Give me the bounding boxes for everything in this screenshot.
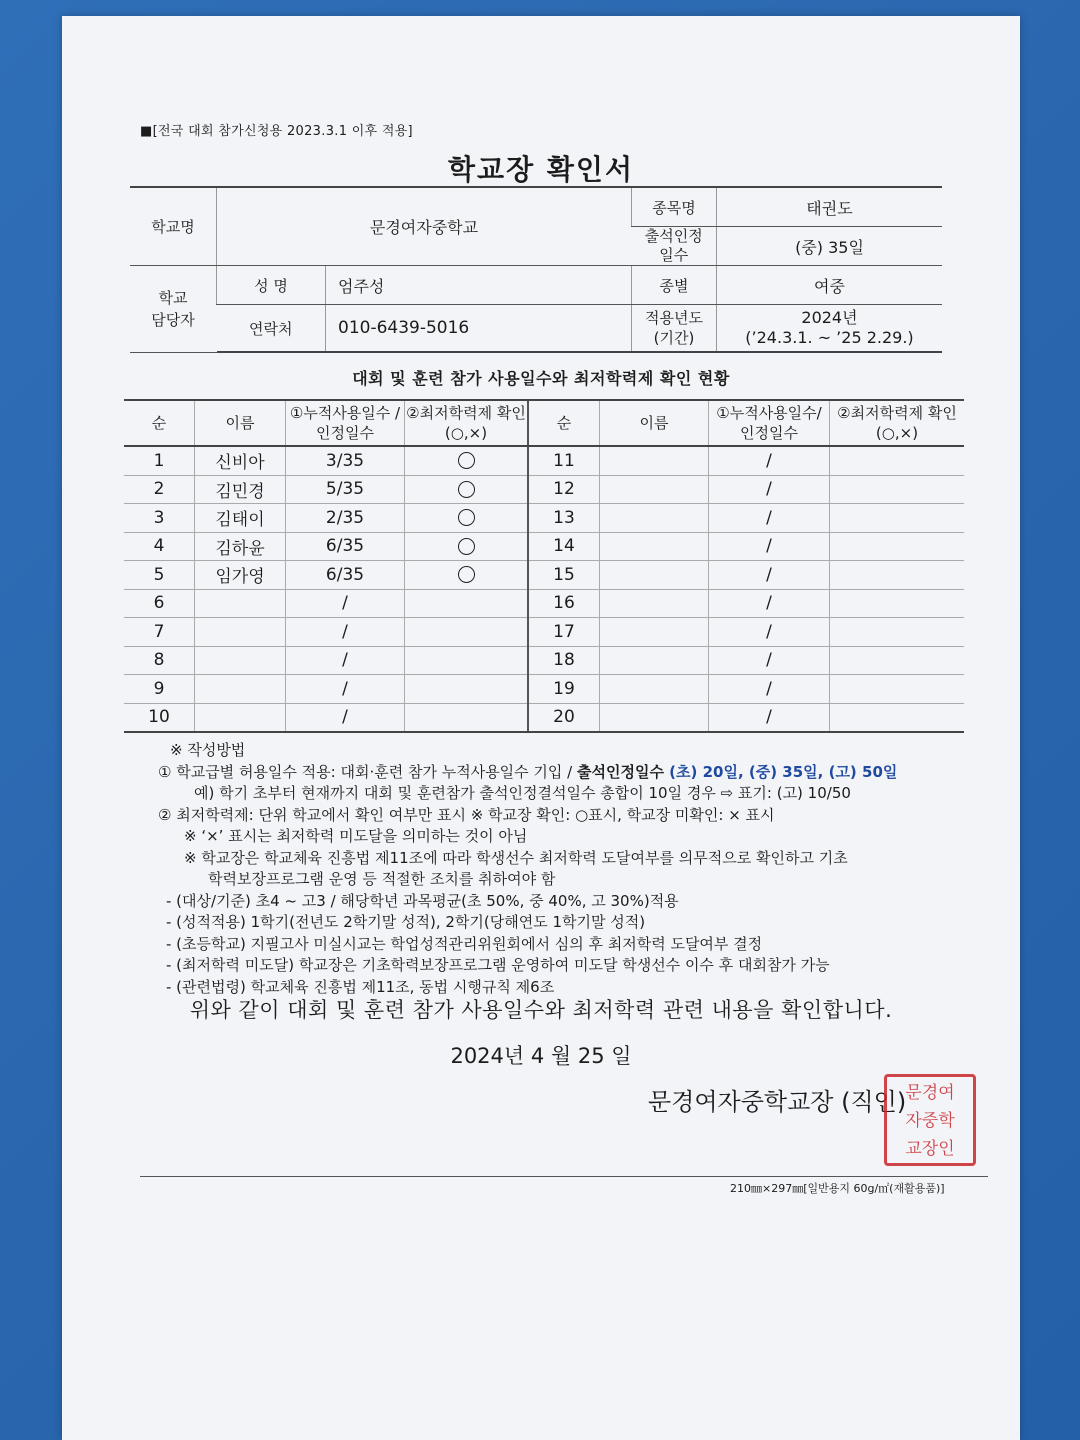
note-1-example: 예) 학기 초부터 현재까지 대회 및 훈련참가 출석인정결석일수 총합이 10일 경우 ⇨ 표기: (고) 10/50 bbox=[194, 784, 851, 802]
row-name-2 bbox=[600, 475, 709, 504]
row-no: 9 bbox=[124, 675, 195, 704]
row-check-2 bbox=[830, 561, 965, 590]
notes-heading: ※ 작성방법 bbox=[170, 741, 246, 759]
table-row bbox=[124, 618, 964, 647]
principal-signature: 문경여자중학교장 (직인) bbox=[648, 1088, 907, 1116]
row-days-2: / bbox=[709, 475, 830, 504]
roster-table bbox=[124, 399, 964, 733]
note-1 bbox=[114, 762, 994, 784]
form-tag: ■[전국 대회 참가신청용 2023.3.1 이후 적용] bbox=[140, 124, 413, 139]
row-no: 6 bbox=[124, 589, 195, 618]
row-check-2 bbox=[830, 618, 965, 647]
row-no-2: 18 bbox=[528, 646, 600, 675]
col-days-2: ①누적사용일수/ 인정일수 bbox=[709, 400, 830, 446]
row-no-2: 17 bbox=[528, 618, 600, 647]
row-name-2 bbox=[600, 589, 709, 618]
row-check-2 bbox=[830, 532, 965, 561]
row-days: / bbox=[286, 703, 405, 732]
row-no: 5 bbox=[124, 561, 195, 590]
sport-label: 종목명 bbox=[631, 187, 716, 227]
info-table bbox=[130, 186, 942, 353]
note-1-bold: 출석인정일수 bbox=[577, 762, 664, 781]
row-check-2 bbox=[830, 504, 965, 533]
row-check bbox=[405, 532, 529, 561]
confirmed-circle-icon bbox=[458, 452, 475, 469]
attendance-label: 출석인정 일수 bbox=[631, 227, 716, 266]
row-days: 5/35 bbox=[286, 475, 405, 504]
document-title: 학교장 확인서 bbox=[447, 153, 635, 186]
year-label: 적용년도 (기간) bbox=[631, 305, 716, 353]
table-row bbox=[124, 589, 964, 618]
row-no-2: 14 bbox=[528, 532, 600, 561]
col-days: ①누적사용일수 /인정일수 bbox=[286, 400, 405, 446]
table-row bbox=[124, 532, 964, 561]
table-row bbox=[124, 504, 964, 533]
row-name: 김민경 bbox=[195, 475, 286, 504]
confirmed-circle-icon bbox=[458, 566, 475, 583]
row-days-2: / bbox=[709, 446, 830, 475]
col-no: 순 bbox=[124, 400, 195, 446]
detail-3: - (초등학교) 지필고사 미실시교는 학업성적관리위원회에서 심의 후 최저학력 도달여부 결정 bbox=[166, 934, 763, 953]
detail-5: - (관련법령) 학교체육 진흥법 제11조, 동법 시행규칙 제6조 bbox=[166, 977, 555, 996]
confirm-statement: 위와 같이 대회 및 훈련 참가 사용일수와 최저학력 관련 내용을 확인합니다. bbox=[189, 998, 893, 1022]
manager-label: 학교 담당자 bbox=[130, 266, 217, 353]
row-days-2: / bbox=[709, 646, 830, 675]
row-name: 임가영 bbox=[195, 561, 286, 590]
section-title: 대회 및 훈련 참가 사용일수와 최저학력제 확인 현황 bbox=[352, 369, 730, 388]
sport-value: 태권도 bbox=[716, 187, 942, 227]
row-no: 7 bbox=[124, 618, 195, 647]
row-days: 3/35 bbox=[286, 446, 405, 475]
col-name-2: 이름 bbox=[600, 400, 709, 446]
row-check bbox=[405, 475, 529, 504]
issue-date: 2024년 4 월 25 일 bbox=[450, 1044, 632, 1068]
row-no: 10 bbox=[124, 703, 195, 732]
row-check-2 bbox=[830, 675, 965, 704]
row-days-2: / bbox=[709, 532, 830, 561]
row-days: 2/35 bbox=[286, 504, 405, 533]
row-name: 김태이 bbox=[195, 504, 286, 533]
note-2: ② 최저학력제: 단위 학교에서 확인 여부만 표시 ※ 학교장 확인: ○표시, 학교장 미확인: × 표시 bbox=[158, 805, 775, 824]
year-value: 2024년 bbox=[801, 308, 858, 327]
row-name-2 bbox=[600, 618, 709, 647]
contact-value: 010-6439-5016 bbox=[326, 305, 632, 353]
col-name: 이름 bbox=[195, 400, 286, 446]
row-check bbox=[405, 675, 529, 704]
row-check bbox=[405, 504, 529, 533]
row-check bbox=[405, 446, 529, 475]
row-days: / bbox=[286, 646, 405, 675]
year-period: (’24.3.1. ~ ’25 2.29.) bbox=[745, 328, 914, 347]
category-value: 여중 bbox=[716, 266, 942, 305]
paper-spec: 210㎜×297㎜[일반용지 60g/㎡(재활용품)] bbox=[730, 1182, 945, 1195]
contact-label: 연락처 bbox=[217, 305, 326, 353]
row-days-2: / bbox=[709, 703, 830, 732]
row-name-2 bbox=[600, 504, 709, 533]
col-no-2: 순 bbox=[528, 400, 600, 446]
row-days-2: / bbox=[709, 561, 830, 590]
row-check-2 bbox=[830, 703, 965, 732]
row-days: 6/35 bbox=[286, 561, 405, 590]
confirmed-circle-icon bbox=[458, 509, 475, 526]
row-name-2 bbox=[600, 675, 709, 704]
table-row bbox=[124, 703, 964, 732]
row-no-2: 12 bbox=[528, 475, 600, 504]
name-value: 엄주성 bbox=[326, 266, 632, 305]
table-row bbox=[124, 646, 964, 675]
row-days: 6/35 bbox=[286, 532, 405, 561]
row-no: 2 bbox=[124, 475, 195, 504]
detail-4: - (최저학력 미도달) 학교장은 기초학력보장프로그램 운영하여 미도달 학생선수 이수 후 대회참가 가능 bbox=[166, 956, 830, 974]
detail-1: - (대상/기준) 초4 ~ 고3 / 해당학년 과목평균(초 50%, 중 40%, 고 30%)적용 bbox=[166, 891, 679, 910]
year-cell bbox=[716, 305, 942, 353]
col-check-2: ②최저학력제 확인(○,×) bbox=[830, 400, 965, 446]
row-name-2 bbox=[600, 446, 709, 475]
row-check bbox=[405, 618, 529, 647]
category-label: 종별 bbox=[631, 266, 716, 305]
attendance-value: (중) 35일 bbox=[716, 227, 942, 266]
row-check bbox=[405, 703, 529, 732]
document-paper bbox=[62, 16, 1020, 1440]
row-days-2: / bbox=[709, 618, 830, 647]
col-check: ②최저학력제 확인(○,×) bbox=[405, 400, 529, 446]
table-row bbox=[124, 475, 964, 504]
footer-divider bbox=[140, 1176, 988, 1177]
row-check bbox=[405, 646, 529, 675]
row-name bbox=[195, 618, 286, 647]
note-1-days: (초) 20일, (중) 35일, (고) 50일 bbox=[663, 762, 898, 781]
note-2-a: ※ ‘×’ 표시는 최저학력 미도달을 의미하는 것이 아님 bbox=[184, 827, 528, 845]
row-days: / bbox=[286, 618, 405, 647]
row-check-2 bbox=[830, 646, 965, 675]
row-name bbox=[195, 589, 286, 618]
table-row bbox=[124, 675, 964, 704]
row-name-2 bbox=[600, 561, 709, 590]
row-no: 3 bbox=[124, 504, 195, 533]
row-days: / bbox=[286, 589, 405, 618]
note-1-text: ① 학교급별 허용일수 적용: 대회·훈련 참가 누적사용일수 기입 / bbox=[158, 762, 577, 781]
row-name bbox=[195, 703, 286, 732]
table-row bbox=[124, 561, 964, 590]
row-no: 1 bbox=[124, 446, 195, 475]
row-name bbox=[195, 646, 286, 675]
row-no-2: 20 bbox=[528, 703, 600, 732]
row-days-2: / bbox=[709, 675, 830, 704]
name-label: 성 명 bbox=[217, 266, 326, 305]
table-row bbox=[124, 446, 964, 475]
row-no-2: 16 bbox=[528, 589, 600, 618]
row-days-2: / bbox=[709, 504, 830, 533]
row-no: 4 bbox=[124, 532, 195, 561]
row-no-2: 15 bbox=[528, 561, 600, 590]
row-name-2 bbox=[600, 532, 709, 561]
row-no-2: 19 bbox=[528, 675, 600, 704]
school-value: 문경여자중학교 bbox=[217, 187, 632, 266]
school-label: 학교명 bbox=[130, 187, 217, 266]
official-seal: 문경여 자중학 교장인 bbox=[884, 1074, 976, 1166]
row-name-2 bbox=[600, 703, 709, 732]
row-name bbox=[195, 675, 286, 704]
note-2-b: ※ 학교장은 학교체육 진흥법 제11조에 따라 학생선수 최저학력 도달여부를 의무적으로 확인하고 기초 bbox=[184, 848, 848, 867]
row-name: 김하윤 bbox=[195, 532, 286, 561]
row-check-2 bbox=[830, 475, 965, 504]
row-no-2: 11 bbox=[528, 446, 600, 475]
row-days: / bbox=[286, 675, 405, 704]
row-no-2: 13 bbox=[528, 504, 600, 533]
row-name-2 bbox=[600, 646, 709, 675]
row-check bbox=[405, 589, 529, 618]
row-name: 신비아 bbox=[195, 446, 286, 475]
confirmed-circle-icon bbox=[458, 538, 475, 555]
row-check bbox=[405, 561, 529, 590]
row-no: 8 bbox=[124, 646, 195, 675]
row-days-2: / bbox=[709, 589, 830, 618]
note-2-b2: 학력보장프로그램 운영 등 적절한 조치를 취하여야 함 bbox=[208, 870, 556, 888]
detail-2: - (성적적용) 1학기(전년도 2학기말 성적), 2학기(당해연도 1학기말 성적) bbox=[166, 913, 646, 931]
row-check-2 bbox=[830, 589, 965, 618]
confirmed-circle-icon bbox=[458, 481, 475, 498]
row-check-2 bbox=[830, 446, 965, 475]
notes bbox=[114, 740, 994, 998]
